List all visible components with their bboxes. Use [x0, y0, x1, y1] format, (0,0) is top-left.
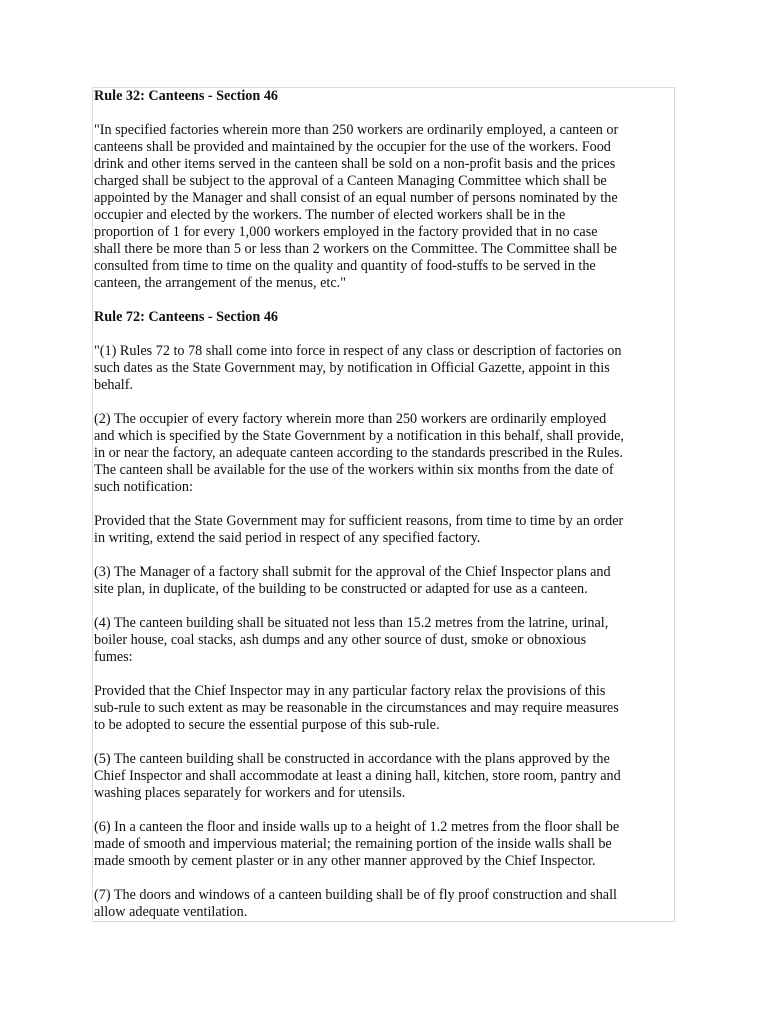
rule-72-paragraph-6: (6) In a canteen the floor and inside walls up to a height of 1.2 metres from the floor shall be made of smooth and impervious material; the remaining portion of the inside walls shall be made smooth by cement plaster or in any other manner approved by the Chief Inspector. [94, 819, 620, 869]
rule-72-paragraph-2: (2) The occupier of every factory wherein more than 250 workers are ordinarily employed and which is specified by the State Government by a notification in this behalf, shall provide, in or near the factory, an adequate canteen according to the standards prescribed in the Rules. The canteen shall be available for the use of the workers within six months from the date of such notification: [94, 411, 624, 495]
rule-72-paragraph-4: (4) The canteen building shall be situated not less than 15.2 metres from the latrine, urinal, boiler house, coal stacks, ash dumps and any other source of dust, smoke or obnoxious fumes: [94, 615, 609, 665]
document-page [92, 87, 675, 922]
rule-32-paragraph: "In specified factories wherein more than 250 workers are ordinarily employed, a canteen or canteens shall be provided and maintained by the occupier for the use of the workers. Food drink and other items served in the canteen shall be sold on a non-profit basis and the prices charged shall be subject to the approval of a Canteen Managing Committee which shall be appointed by the Manager and shall consist of an equal number of persons nominated by the occupier and elected by the workers. The number of elected workers shall be in the proportion of 1 for every 1,000 workers employed in the factory provided that in no case shall there be more than 5 or less than 2 workers on the Committee. The Committee shall be consulted from time to time on the quality and quantity of food-stuffs to be served in the canteen, the arrangement of the menus, etc." [94, 122, 619, 291]
rule-72-proviso-2: Provided that the Chief Inspector may in any particular factory relax the provisions of this sub-rule to such extent as may be reasonable in the circumstances and may require measures to be adopted to secure the essential purpose of this sub-rule. [94, 683, 619, 733]
rule-72-paragraph-7: (7) The doors and windows of a canteen building shall be of fly proof construction and shall allow adequate ventilation. [94, 887, 617, 920]
rule-72-paragraph-1: "(1) Rules 72 to 78 shall come into force in respect of any class or description of factories on such dates as the State Government may, by notification in Official Gazette, appoint in this behalf. [94, 343, 622, 393]
section-heading-rule-32: Rule 32: Canteens - Section 46 [94, 88, 279, 104]
document-body [93, 88, 674, 921]
rule-72-proviso-1: Provided that the State Government may for sufficient reasons, from time to time by an order in writing, extend the said period in respect of any specified factory. [94, 513, 624, 546]
section-heading-rule-72: Rule 72: Canteens - Section 46 [94, 309, 279, 325]
rule-72-paragraph-3: (3) The Manager of a factory shall submit for the approval of the Chief Inspector plans and site plan, in duplicate, of the building to be constructed or adapted for use as a canteen. [94, 564, 611, 597]
rule-72-paragraph-5: (5) The canteen building shall be constructed in accordance with the plans approved by the Chief Inspector and shall accommodate at least a dining hall, kitchen, store room, pantry and washing places separately for workers and for utensils. [94, 751, 621, 801]
